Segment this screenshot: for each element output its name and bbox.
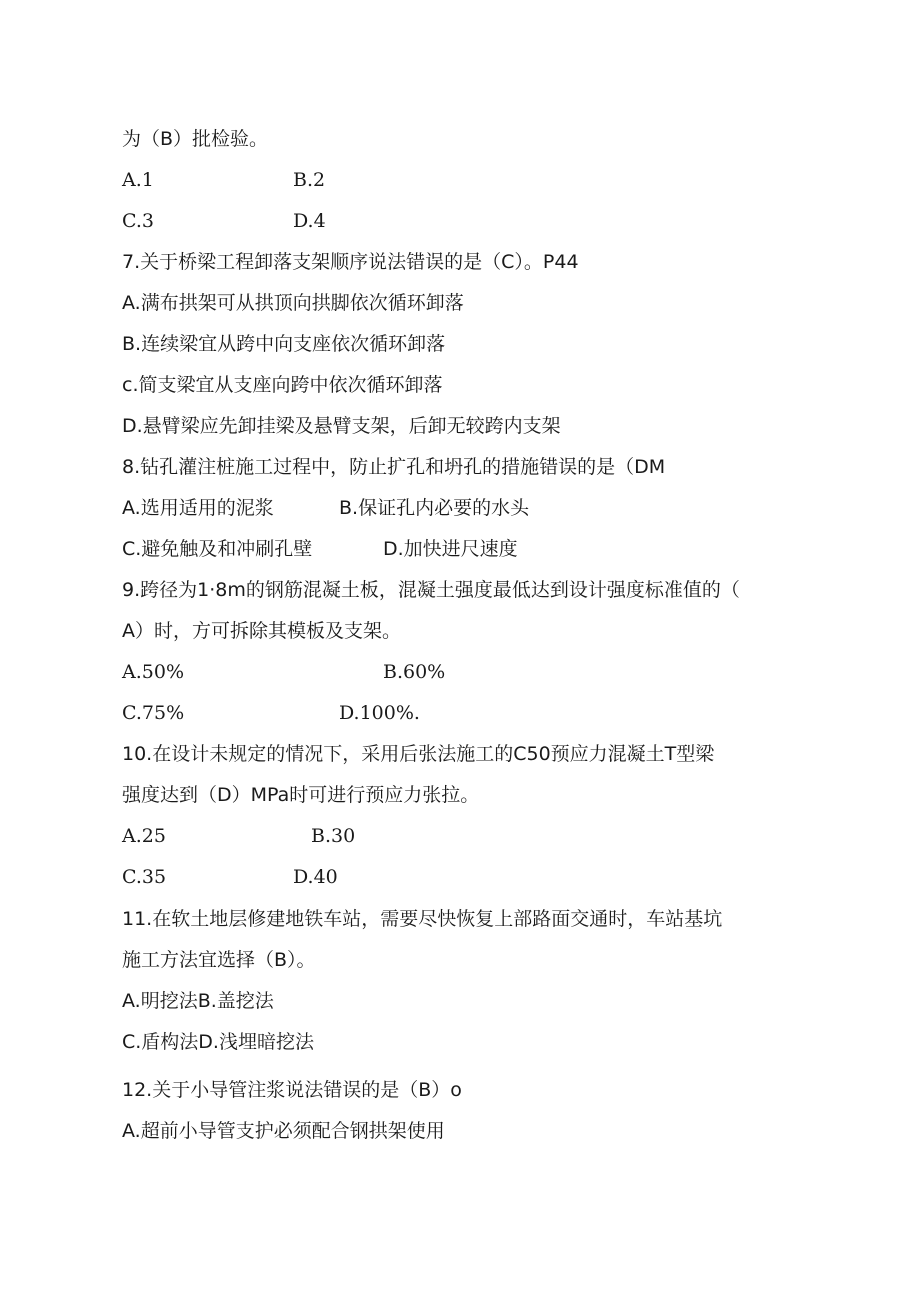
question-12: 12.关于小导管注浆说法错误的是（B）o: [122, 1079, 462, 1101]
question-9: 9.跨径为1·8m的钢筋混凝土板，混凝土强度最低达到设计强度标准值的（: [122, 579, 740, 601]
q7-option-c: c.简支梁宜从支座向跨中依次循环卸落: [122, 374, 443, 396]
question-8: 8.钻孔灌注桩施工过程中，防止扩孔和坍孔的措施错误的是（DM: [122, 456, 666, 478]
question-9-cont: A）时，方可拆除其模板及支架。: [122, 620, 401, 642]
q7-option-a: A.满布拱架可从拱顶向拱脚依次循环卸落: [122, 292, 464, 314]
q10-option-d: D.40: [293, 866, 338, 888]
option-b: B.2: [293, 169, 326, 191]
option-c: C.3: [122, 210, 154, 232]
q11-options-cd: C.盾构法D.浅埋暗挖法: [122, 1031, 314, 1053]
question-10: 10.在设计未规定的情况下，采用后张法施工的C50预应力混凝土T型梁: [122, 743, 715, 765]
q7-option-d: D.悬臂梁应先卸挂梁及悬臂支架，后卸无较跨内支架: [122, 415, 561, 437]
q9-option-b: B.60%: [383, 661, 446, 683]
q8-option-b: B.保证孔内必要的水头: [339, 497, 530, 519]
question-11: 11.在软土地层修建地铁车站，需要尽快恢复上部路面交通时，车站基坑: [122, 908, 723, 930]
q11-options-ab: A.明挖法B.盖挖法: [122, 990, 274, 1012]
q10-option-a: A.25: [122, 825, 166, 847]
q8-option-d: D.加快进尺速度: [383, 538, 518, 560]
q8-option-c: C.避免触及和冲刷孔壁: [122, 538, 313, 560]
q8-option-a: A.选用适用的泥浆: [122, 497, 274, 519]
q10-option-b: B.30: [311, 825, 356, 847]
question-10-cont: 强度达到（D）MPa时可进行预应力张拉。: [122, 784, 480, 806]
option-d: D.4: [293, 210, 326, 232]
question-7: 7.关于桥梁工程卸落支架顺序说法错误的是（C）。P44: [122, 251, 579, 273]
q10-option-c: C.35: [122, 866, 167, 888]
q7-option-b: B.连续梁宜从跨中向支座依次循环卸落: [122, 333, 446, 355]
q9-option-c: C.75%: [122, 702, 185, 724]
text-line: 为（B）批检验。: [122, 128, 269, 150]
question-11-cont: 施工方法宜选择（B）。: [122, 949, 316, 971]
q12-option-a: A.超前小导管支护必须配合钢拱架使用: [122, 1120, 445, 1142]
q9-option-d: D.100%.: [339, 702, 420, 724]
option-a: A.1: [122, 169, 154, 191]
q9-option-a: A.50%: [122, 661, 184, 683]
